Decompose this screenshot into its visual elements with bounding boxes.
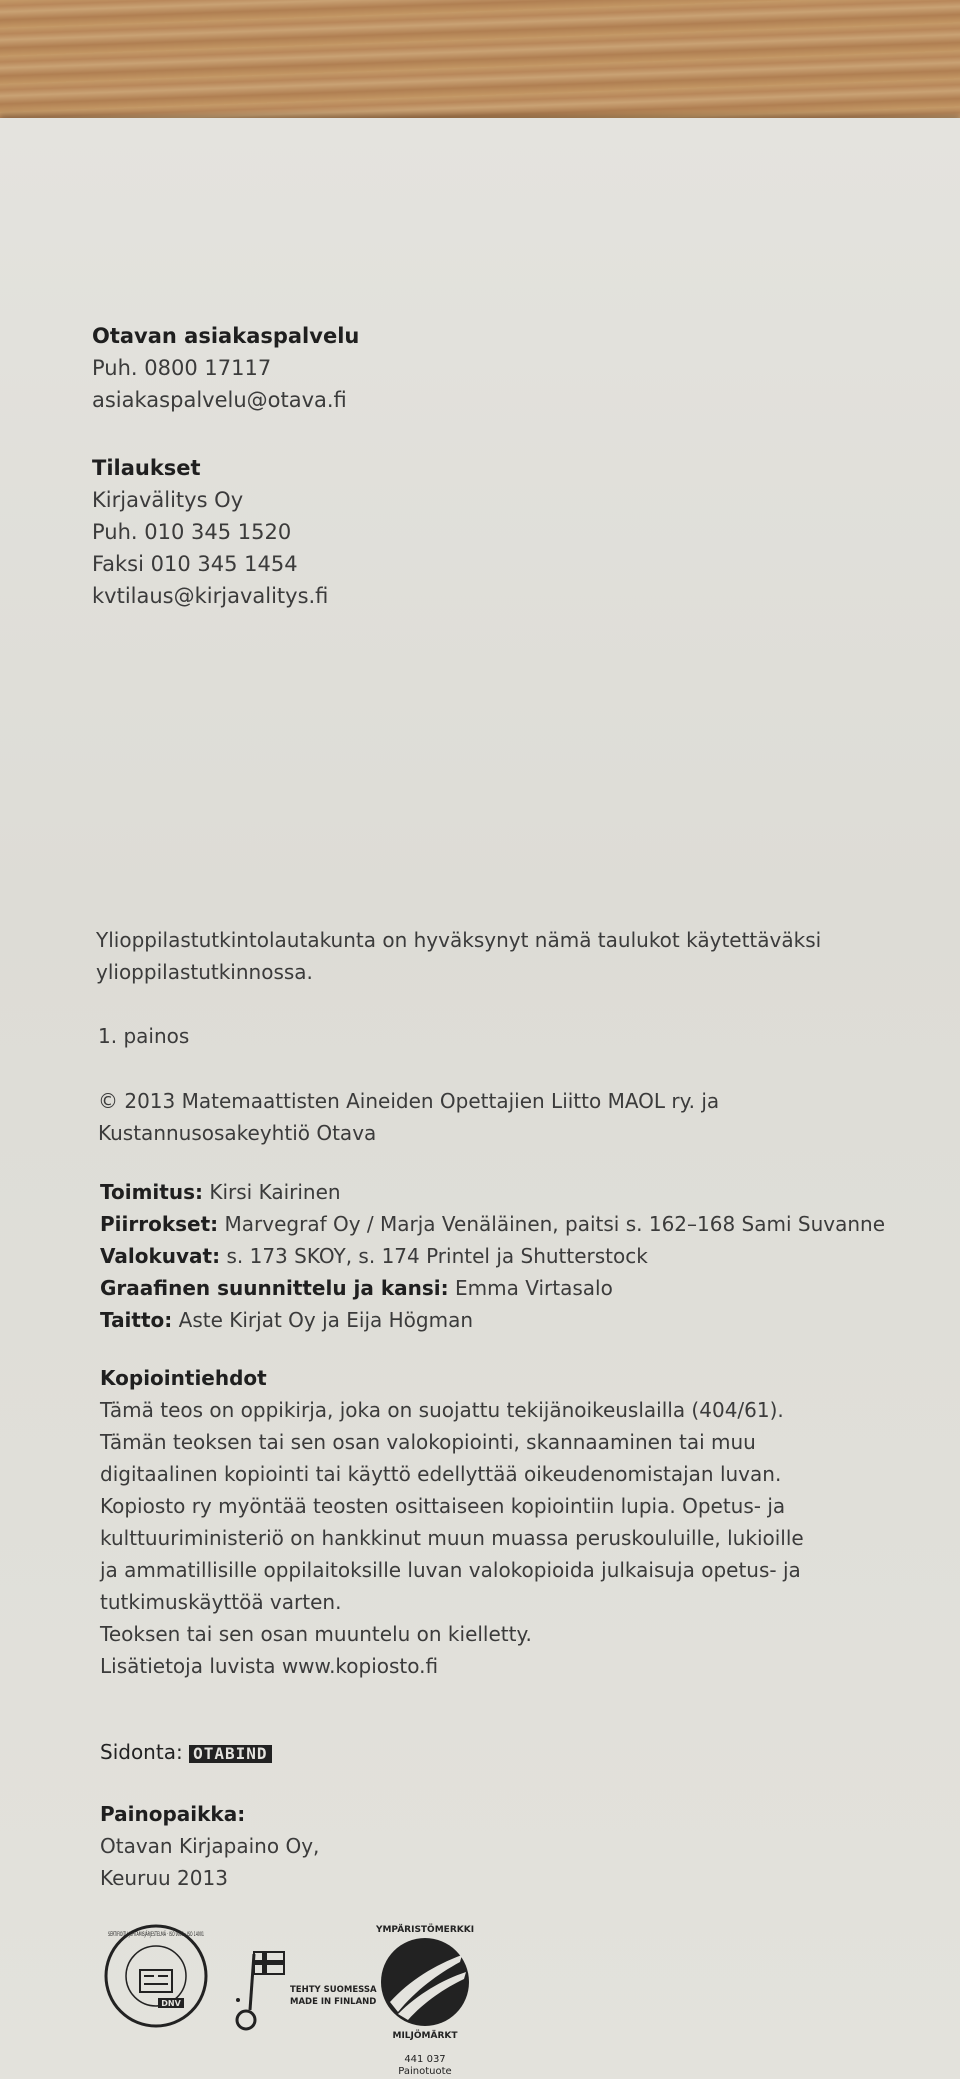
credit-label: Graafinen suunnittelu ja kansi: — [100, 1276, 449, 1300]
approval-line-2: ylioppilastutkinnossa. — [96, 960, 313, 984]
made-in-finland-line-1: TEHTY SUOMESSA — [290, 1985, 377, 1995]
customer-service-email: asiakaspalvelu@otava.fi — [92, 388, 347, 412]
edition-section — [98, 1020, 189, 1052]
printing-heading: Painopaikka: — [100, 1802, 246, 1826]
customer-service-section — [92, 320, 359, 416]
credit-photos — [100, 1240, 885, 1272]
copyright-section — [98, 1085, 719, 1149]
approval-line-1: Ylioppilastutkintolautakunta on hyväksynyt nämä taulukot käytettäväksi — [96, 928, 822, 952]
approval-section — [96, 924, 821, 988]
credit-label: Toimitus: — [100, 1180, 203, 1204]
credit-value: Kirsi Kairinen — [209, 1180, 341, 1204]
orders-phone: Puh. 010 345 1520 — [92, 520, 292, 544]
copying-terms-line: digitaalinen kopiointi tai käyttö edellyttää oikeudenomistajan luvan. — [100, 1462, 782, 1486]
swan-top-text: YMPÄRISTÖMERKKI — [375, 1925, 475, 1935]
credit-illustrations — [100, 1208, 885, 1240]
copyright-line-2: Kustannusosakeyhtiö Otava — [98, 1121, 377, 1145]
copying-terms-line: kulttuuriministeriö on hankkinut muun muassa peruskouluille, lukioille — [100, 1526, 804, 1550]
credit-value: Emma Virtasalo — [455, 1276, 613, 1300]
orders-heading: Tilaukset — [92, 456, 201, 480]
credits-section — [100, 1176, 885, 1336]
orders-company: Kirjavälitys Oy — [92, 488, 244, 512]
iso-brand-text: DNV — [161, 1999, 181, 2008]
swan-caption: Painotuote — [398, 2066, 452, 2077]
printing-line-1: Otavan Kirjapaino Oy, — [100, 1834, 320, 1858]
copyright-line-1: © 2013 Matemaattisten Aineiden Opettajien Liitto MAOL ry. ja — [98, 1089, 720, 1113]
nordic-swan-ecolabel — [350, 1920, 500, 2077]
swan-license-number: 441 037 — [404, 2054, 446, 2065]
orders-email: kvtilaus@kirjavalitys.fi — [92, 584, 329, 608]
made-in-finland-logo — [232, 1950, 377, 2040]
credit-value: Aste Kirjat Oy ja Eija Högman — [178, 1308, 474, 1332]
swan-bottom-text: MILJÖMÄRKT — [392, 2031, 458, 2041]
copying-terms-section — [100, 1362, 804, 1682]
copying-terms-line: Teoksen tai sen osan muuntelu on kielletty. — [100, 1622, 532, 1646]
credit-value: Marvegraf Oy / Marja Venäläinen, paitsi s. 162–168 Sami Suvanne — [224, 1212, 886, 1236]
credit-label: Valokuvat: — [100, 1244, 221, 1268]
credit-label: Piirrokset: — [100, 1212, 219, 1236]
finnish-key-flag-icon — [232, 1950, 377, 2040]
copying-terms-line: Lisätietoja luvista www.kopiosto.fi — [100, 1654, 439, 1678]
iso-ring-text: SERTIFIOITU JOHTAMISJÄRJESTELMÄ · ISO 9001 · ISO 14001 — [108, 1930, 300, 1938]
binding-label: Sidonta: — [100, 1740, 183, 1764]
iso-seal-icon — [100, 1920, 300, 2032]
copying-terms-line: Tämän teoksen tai sen osan valokopiointi, skannaaminen tai muu — [100, 1430, 756, 1454]
copying-terms-heading: Kopiointiehdot — [100, 1366, 267, 1390]
customer-service-heading: Otavan asiakaspalvelu — [92, 324, 360, 348]
copying-terms-line: Tämä teos on oppikirja, joka on suojattu tekijänoikeuslailla (404/61). — [100, 1398, 784, 1422]
printing-section — [100, 1798, 319, 1894]
credit-graphic-design — [100, 1272, 885, 1304]
printing-line-2: Keuruu 2013 — [100, 1866, 228, 1890]
credit-label: Taitto: — [100, 1308, 173, 1332]
edition-text: 1. painos — [98, 1024, 190, 1048]
orders-section — [92, 452, 328, 612]
credit-value: s. 173 SKOY, s. 174 Printel ja Shutterstock — [226, 1244, 648, 1268]
credit-layout — [100, 1304, 885, 1336]
copying-terms-line: ja ammatillisille oppilaitoksille luvan valokopioida julkaisuja opetus- ja — [100, 1558, 801, 1582]
made-in-finland-line-2: MADE IN FINLAND — [290, 1997, 377, 2007]
customer-service-phone: Puh. 0800 17117 — [92, 356, 272, 380]
credit-editing — [100, 1176, 885, 1208]
copying-terms-line: tutkimuskäyttöä varten. — [100, 1590, 342, 1614]
binding-section — [100, 1736, 272, 1768]
certification-logos — [100, 1920, 520, 2077]
otabind-logo: OTABIND — [189, 1745, 271, 1763]
orders-fax: Faksi 010 345 1454 — [92, 552, 298, 576]
copying-terms-line: Kopiosto ry myöntää teosten osittaiseen kopiointiin lupia. Opetus- ja — [100, 1494, 786, 1518]
swan-ecolabel-icon — [350, 1920, 500, 2050]
iso-certification-seal — [100, 1920, 300, 2032]
